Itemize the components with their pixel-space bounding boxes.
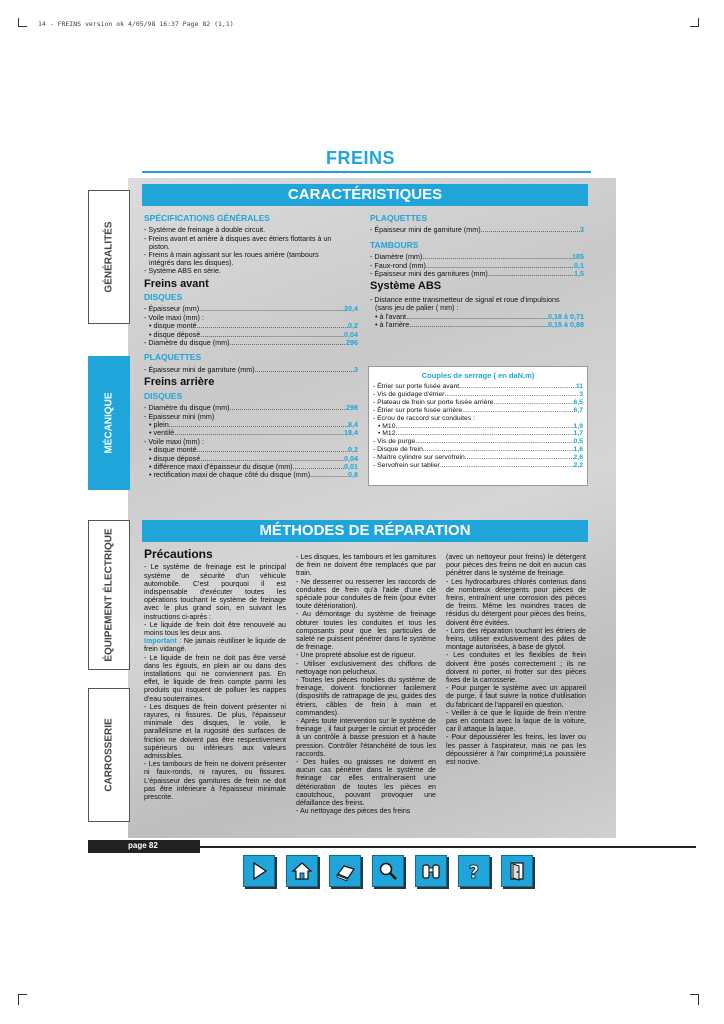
rear-brakes-heading: Freins arrière <box>144 376 215 389</box>
search-button[interactable] <box>372 855 404 887</box>
specs-heading: SPÉCIFICATIONS GÉNÉRALES <box>144 213 270 223</box>
torque-row <box>373 454 583 462</box>
tab-carrosserie[interactable] <box>88 688 130 822</box>
precautions-heading: Précautions <box>144 547 213 561</box>
specs-list <box>144 226 358 275</box>
torque-row <box>373 430 583 438</box>
print-icon <box>334 860 356 882</box>
method-paragraph: - Les disques, les tambours et les garnitures de frein ne doivent être remplacés que par train. <box>296 553 436 578</box>
torque-value: 2,2 <box>573 462 583 470</box>
spec-line: intégrés dans les disques). <box>149 259 234 268</box>
characteristics-left-column <box>144 214 358 480</box>
torque-row <box>373 462 583 470</box>
method-paragraph: - Au démontage du système de freinage obturer toutes les conduites et tous les composants pour que les particules de saleté ne puissent pénétrer dans le système de freinage. <box>296 610 436 652</box>
spec-row <box>144 471 358 479</box>
tab-generalites-label: GÉNÉRALITÉS <box>103 221 115 293</box>
torque-row <box>373 423 583 431</box>
important-text: Ne jamais réutiliser le liquide de frein vidangé. <box>144 637 286 654</box>
spec-value: 3 <box>354 364 358 374</box>
torque-key: - Disque de frein <box>373 446 423 454</box>
spec-key: - Épaisseur (mm) <box>144 304 200 314</box>
rear-discs-list <box>144 404 358 480</box>
spec-value: 8,4 <box>348 419 358 429</box>
home-icon <box>291 860 313 882</box>
spec-key: - Épaisseur mini des garnitures (mm) <box>370 269 488 279</box>
important-label: Important : <box>144 637 182 646</box>
method-paragraph: - Une propreté absolue est de rigueur. <box>296 651 416 660</box>
method-paragraph: - Des huiles ou graisses ne doivent en aucun cas pénétrer dans le système de freinage car elles entraîneraient une détérioration de toutes les pièces en caoutchouc, pouvant provoquer une défaillance des freins. <box>296 758 436 808</box>
method-paragraph: - Veiller à ce que le liquide de frein n'entre pas en contact avec la laque de la voiture, car il attaque la laque. <box>446 708 586 734</box>
footer-rule <box>200 846 696 848</box>
front-discs-heading: DISQUES <box>144 292 183 303</box>
spec-value: 0,15 à 0,88 <box>548 320 584 330</box>
spec-row <box>370 321 584 329</box>
spec-value: 0,2 <box>348 321 358 331</box>
method-paragraph: - Lors des réparation touchant les étriers de freins, utiliser exclusivement des pâtes de montage autorisées, à base de glycol. <box>446 626 586 652</box>
torque-value: 6,5 <box>573 398 583 406</box>
torque-row <box>373 399 583 407</box>
methods-column-1 <box>144 547 286 802</box>
exit-button[interactable] <box>501 855 533 887</box>
method-paragraph: - Le système de freinage est le principal système de sécurité d'un véhicule automobile. C'est pourquoi il est indispensable d'exécuter toutes les opérations touchant le système de freinage avec le plus grand soin, en suivant les instructions ci-après : <box>144 563 286 621</box>
spec-line: - Système de freinage à double circuit. <box>144 226 266 235</box>
abs-heading: Système ABS <box>370 280 442 293</box>
methods-column-3 <box>446 553 586 766</box>
spec-key: • disque monté <box>149 321 197 331</box>
spec-value: 0,8 <box>348 470 358 480</box>
right-pads-heading: PLAQUETTES <box>370 213 428 223</box>
spec-value: 1,5 <box>574 269 584 279</box>
spec-value: 296 <box>346 338 358 348</box>
binoculars-icon <box>420 860 442 882</box>
spec-key: • ventilé <box>149 428 175 438</box>
search-icon <box>377 860 399 882</box>
torque-row <box>373 438 583 446</box>
front-discs-list <box>144 305 358 347</box>
torque-key: - Plateau de frein sur porte fusée arrière <box>373 398 494 406</box>
spec-key: - Diamètre du disque (mm) <box>144 403 230 413</box>
tab-mecanique-label: MÉCANIQUE <box>103 392 115 454</box>
spec-key: • différence maxi d'épaisseur du disque (mm) <box>149 461 293 471</box>
spec-row: - Voile maxi (mm) : <box>144 313 204 322</box>
tab-mecanique[interactable] <box>88 356 130 490</box>
page-number-bar <box>88 840 200 853</box>
rear-discs-heading: DISQUES <box>144 390 183 401</box>
spec-key: • à l'arrière <box>375 320 410 330</box>
spec-key: • disque déposé <box>149 453 201 463</box>
method-paragraph: - Les tambours de frein ne doivent présenter ni faux-ronds, ni rayures, ou fissures. L'épaisseur des garnitures de frein ne doit pas être inférieure à l'épaisseur minimale prescrite. <box>144 760 286 802</box>
spec-row <box>144 305 358 313</box>
drums-heading: TAMBOURS <box>370 239 419 250</box>
torque-key: - Vis de purge <box>373 438 416 446</box>
torque-key: • M10 <box>378 422 396 430</box>
spec-value: 0,18 à 0,71 <box>548 311 584 321</box>
spec-key: • à l'avant <box>375 311 407 321</box>
spec-value: 18,4 <box>344 428 358 438</box>
methods-banner: MÉTHODES DE RÉPARATION <box>142 520 588 542</box>
svg-text:?: ? <box>468 862 480 882</box>
spec-key: • disque monté <box>149 445 197 455</box>
method-paragraph: - Pour dépoussiérer les freins, les laver ou les passer à l'aspirateur, mais ne pas les dépoussiérer à l'air comprimé;La poussière est nocive. <box>446 733 586 767</box>
method-paragraph: (avec un nettoyeur pour freins) le détergent pour pièces des freins ne doit en aucun cas pénétrer dans le système de freinage. <box>446 553 586 578</box>
torque-value: 3 <box>579 390 583 398</box>
spec-key: - Faux-rond (mm) <box>370 260 426 270</box>
tab-carrosserie-label: CARROSSERIE <box>103 718 115 792</box>
torque-title: Couples de serrage ( en daN.m) <box>421 371 535 380</box>
spec-value: 0,04 <box>344 453 358 463</box>
spec-line: - Freins à main agissant sur les roues arrière (tambours <box>144 251 319 260</box>
spec-line: piston. <box>149 242 170 251</box>
home-button[interactable] <box>286 855 318 887</box>
spec-key: • disque déposé <box>149 329 201 339</box>
method-paragraph: - Pour purger le système avec un appareil de purge, il faut suivre la notice d'utilisation du fabricant de l'appareil en question. <box>446 684 586 709</box>
torque-key: - Maître cylindre sur servofrein <box>373 454 465 462</box>
method-paragraph: - Les conduites et les flexibles de frein doivent être posés correctement ; ils ne doivent ni porter, ni frotter sur des pièces fixes de la carrosserie. <box>446 651 586 685</box>
spec-value: 298 <box>346 403 358 413</box>
spec-row <box>144 339 358 347</box>
torque-value: 11 <box>575 383 583 390</box>
exit-icon <box>506 860 528 882</box>
torque-row: - Écrou de raccord sur conduites : <box>373 414 475 422</box>
next-page-icon <box>248 860 270 882</box>
find-button[interactable] <box>415 855 447 887</box>
torque-list <box>369 383 587 470</box>
method-paragraph: - Utiliser exclusivement des chiffons de nettoyage non pelucheux. <box>296 659 436 676</box>
spec-value: 0,01 <box>344 461 358 471</box>
torque-value: 0,5 <box>573 438 583 446</box>
crop-mark-top-right <box>690 18 699 27</box>
method-paragraph: - Au nettoyage des pièces des freins <box>296 807 411 816</box>
spec-line: - Système ABS en série. <box>144 267 221 276</box>
tab-generalites[interactable] <box>88 190 130 324</box>
method-paragraph: - Les disques de frein doivent présenter ni rayures, ni fissures. De plus, l'épaisseur minimale des disques, le voile, le parallélisme et la rugosité des surfaces de friction ne doivent pas être respectivement supérieurs ou inférieurs aux valeurs admissibles. <box>144 702 286 761</box>
methods-column-2 <box>296 553 436 816</box>
torque-row <box>373 383 583 391</box>
torque-row <box>373 446 583 454</box>
spec-key: - Épaisseur mini de garniture (mm) <box>144 364 255 374</box>
spec-row: - Voile maxi (mm) : <box>144 437 204 446</box>
file-header: 14 - FREINS version ok 4/05/98 16:37 Page 82 (1,1) <box>38 20 234 28</box>
method-paragraph: - Ne desserrer ou resserrer les raccords de conduites de frein qu'à l'aide d'une clé spéciale pour conduites de frein (pour éviter toute détérioration). <box>296 577 436 611</box>
abs-line: (sans jeu de palier ( mm) : <box>375 304 459 313</box>
spec-row <box>370 270 584 278</box>
spec-value: 185 <box>572 252 584 262</box>
crop-mark-bottom-left <box>18 994 27 1005</box>
spec-value: 20,4 <box>344 304 358 314</box>
spec-value: 0,04 <box>344 329 358 339</box>
torque-box <box>368 366 588 486</box>
method-paragraph: - Après toute intervention sur le système de freinage , il faut purger le circuit et procéder à un contrôle à basse pression et à haute pression. Contrôler l'étanchéité de tous les raccords. <box>296 717 436 758</box>
characteristics-right-column <box>370 214 584 329</box>
torque-key: - Servofrein sur tablier <box>373 462 440 470</box>
title-rule <box>142 171 591 173</box>
spec-value: 3 <box>580 225 584 235</box>
spec-key: • rectification maxi de chaque côté du disque (mm) <box>149 470 311 480</box>
spec-row <box>144 366 358 374</box>
spec-row: - Épaisseur mini (mm) <box>144 412 215 421</box>
next-page-button[interactable] <box>243 855 275 887</box>
characteristics-banner: CARACTÉRISTIQUES <box>142 184 588 206</box>
method-paragraph: - Les hydrocarbures chlorés contenus dans de nombreux détergents pour pièces de freins, entraînent une corrosion des pièces de freins. Même les moindres traces de résidus du détergent pour pièces des freins, doivent être évitées. <box>446 577 586 627</box>
spec-key: - Épaisseur mini de garniture (mm) <box>370 225 481 235</box>
spec-line: - Freins avant et arrière à disques avec étriers flottants à un <box>144 234 332 243</box>
torque-key: - Étrier sur porte fusée arrière <box>373 406 463 414</box>
important-note <box>144 637 286 653</box>
torque-key: - Étrier sur porte fusée avant <box>373 383 460 390</box>
method-paragraph: - Le liquide de frein ne doit pas être versé dans les égouts, en plein air ou dans des installations qui ne conviennent pas. En effet, le liquide de frein compte parmi les produits qui risquent de polluer les nappes d'eau souterraines. <box>144 653 286 703</box>
torque-value: 1,7 <box>573 430 583 438</box>
spec-row <box>144 429 358 437</box>
tab-equipement-electrique[interactable] <box>88 520 130 670</box>
torque-key: • M12 <box>378 430 396 438</box>
spec-key: - Diamètre (mm) <box>370 252 423 262</box>
torque-key: - Vis de guidage d'étrier <box>373 390 445 398</box>
abs-line: - Distance entre transmetteur de signal et roue d'impulsions <box>370 295 560 304</box>
page-title: FREINS <box>326 148 396 168</box>
torque-value: 1,9 <box>573 422 583 430</box>
torque-value: 6,7 <box>573 406 583 414</box>
crop-mark-top-left <box>18 18 27 27</box>
spec-key: • plein <box>149 419 169 429</box>
tab-equipement-electrique-label: ÉQUIPEMENT ÉLECTRIQUE <box>103 528 115 662</box>
page-number: page 82 <box>128 841 158 850</box>
front-brakes-heading: Freins avant <box>144 277 209 290</box>
spec-row <box>370 226 584 234</box>
torque-row <box>373 407 583 415</box>
spec-key: - Diamètre du disque (mm) <box>144 338 230 348</box>
method-paragraph: - Le liquide de frein doit être renouvelé au moins tous les deux ans. <box>144 620 286 638</box>
method-paragraph: - Toutes les pièces mobiles du système de freinage, doivent fonctionner facilement (dispositifs de rattrapage de jeu, guides des étriers, câbles de frein à main et commandes). <box>296 676 436 717</box>
print-button[interactable] <box>329 855 361 887</box>
crop-mark-bottom-right <box>690 994 699 1005</box>
front-pads-heading: PLAQUETTES <box>144 352 202 363</box>
help-button[interactable] <box>458 855 490 887</box>
torque-value: 1,6 <box>573 446 583 454</box>
spec-value: 0,1 <box>574 260 584 270</box>
spec-row <box>144 404 358 412</box>
spec-value: 0,2 <box>348 445 358 455</box>
help-icon <box>463 860 485 882</box>
spec-row <box>144 421 358 429</box>
torque-row <box>373 391 583 399</box>
torque-value: 2,6 <box>573 454 583 462</box>
